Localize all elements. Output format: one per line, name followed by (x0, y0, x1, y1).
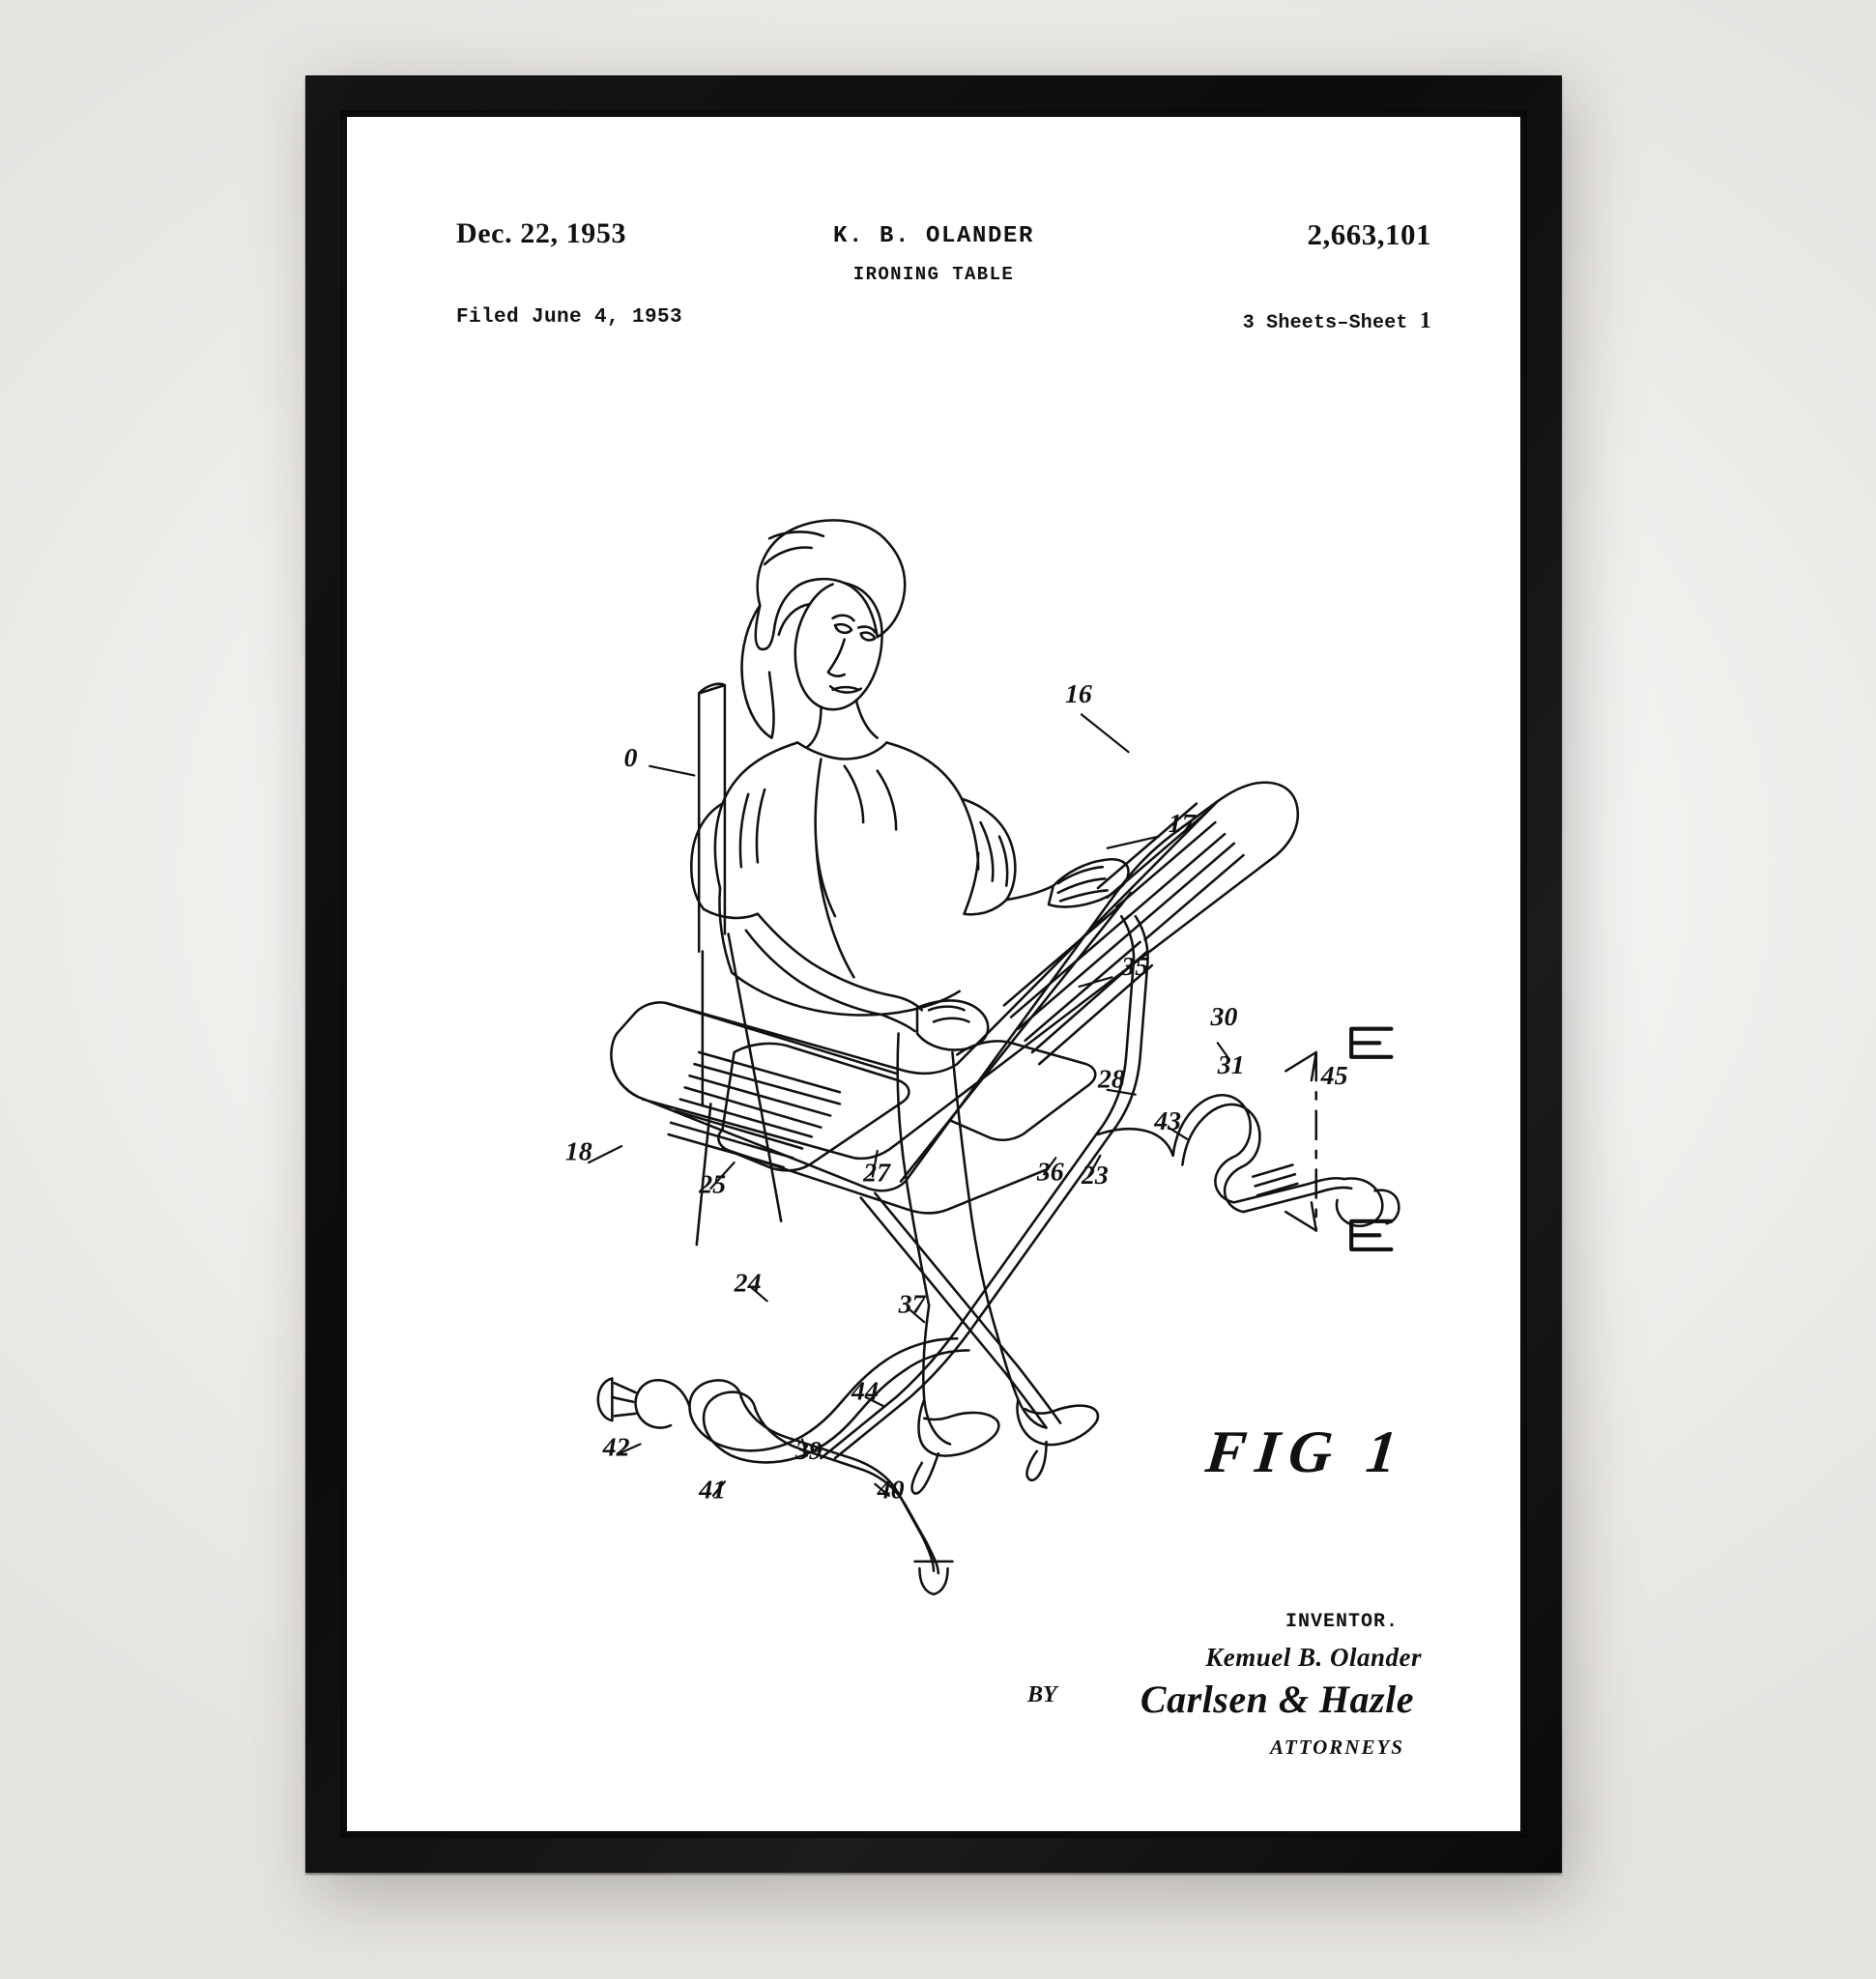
reference-numeral: 45 (1320, 1060, 1348, 1091)
reference-numeral: 17 (1168, 808, 1196, 839)
patent-sheet-count (1243, 308, 1431, 334)
reference-numeral: 39 (794, 1436, 823, 1467)
patent-date: Dec. 22, 1953 (456, 217, 627, 249)
sheet-count-text: 3 Sheets–Sheet (1242, 312, 1420, 334)
reference-numeral: 28 (1097, 1064, 1125, 1095)
by-label: BY (1027, 1682, 1057, 1707)
patent-inventor-short: K. B. OLANDER (832, 223, 1035, 249)
reference-numeral: 35 (1121, 951, 1149, 982)
patent-header (347, 217, 1520, 343)
reference-numeral: 23 (1081, 1160, 1109, 1190)
reference-numeral: 37 (898, 1289, 926, 1320)
figure-label: FIG 1 (1202, 1420, 1410, 1485)
reference-numeral: 42 (602, 1432, 630, 1463)
reference-numeral: 18 (564, 1136, 592, 1167)
reference-numeral: 16 (1064, 679, 1092, 710)
inventor-name: Kemuel B. Olander (1205, 1643, 1422, 1672)
patent-title: IRONING TABLE (852, 264, 1015, 285)
sheet-number: 1 (1419, 308, 1431, 333)
patent-filed-date: Filed June 4, 1953 (456, 306, 683, 329)
patent-number: 2,663,101 (1307, 217, 1431, 251)
reference-numeral: 41 (699, 1475, 727, 1506)
patent-document (347, 117, 1520, 1831)
reference-numeral: 31 (1217, 1049, 1245, 1080)
reference-numeral: 43 (1154, 1106, 1182, 1137)
attorneys-label: ATTORNEYS (1270, 1735, 1404, 1759)
print-sheet (347, 117, 1520, 1831)
reference-numeral: 44 (851, 1376, 879, 1407)
attorney-signature: Carlsen & Hazle (1140, 1678, 1414, 1721)
reference-numeral: 30 (1210, 1002, 1238, 1033)
picture-frame (305, 75, 1562, 1873)
reference-numeral: 0 (623, 742, 638, 773)
reference-numeral: 25 (699, 1169, 727, 1200)
reference-numeral: 40 (877, 1475, 905, 1506)
reference-numeral: 36 (1036, 1157, 1064, 1188)
inventor-label: INVENTOR. (1284, 1611, 1399, 1633)
reference-numeral: 24 (734, 1268, 762, 1299)
reference-numeral: 27 (863, 1158, 891, 1189)
signature-block (1022, 1611, 1428, 1760)
